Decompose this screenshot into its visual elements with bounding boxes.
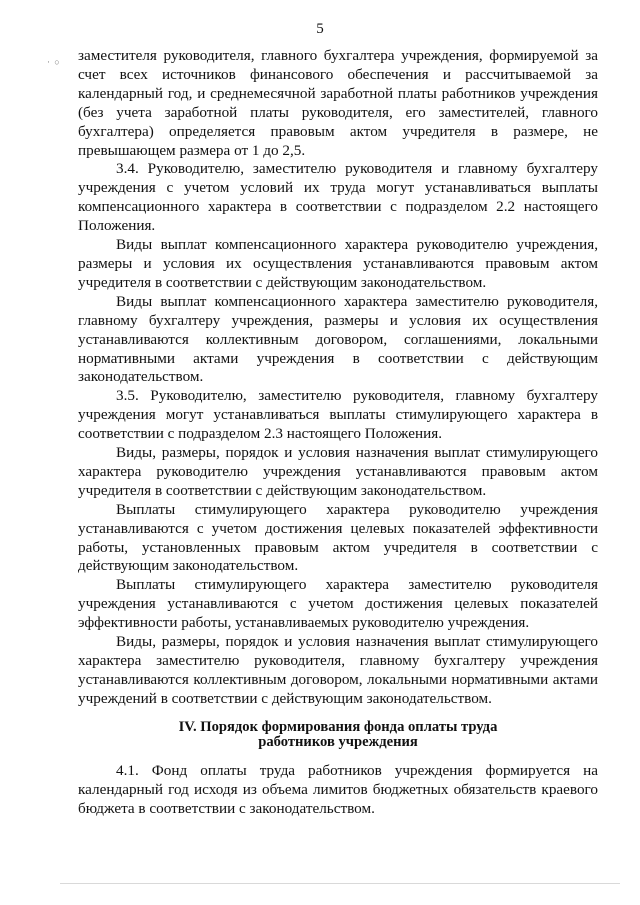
scan-bottom-edge <box>60 883 620 884</box>
paragraph-3-5: 3.5. Руководителю, заместителю руководителя, главному бухгалтеру учреждения могут устанавливаться выплаты стимулирующего характера в соответствии с подразделом 2.3 настоящего Положения. <box>78 387 598 443</box>
paragraph-4-1: 4.1. Фонд оплаты труда работников учреждения формируется на календарный год исходя из объема лимитов бюджетных обязательств краевого бюджета в соответствии с законодательством. <box>78 761 598 817</box>
paragraph-3-4: 3.4. Руководителю, заместителю руководителя и главному бухгалтеру учреждения с учетом условий их труда могут устанавливаться выплаты компенсационного характера в соответствии с подразделом 2.2 настоящего Положения. <box>78 160 598 235</box>
scan-artifact-mark: · ○ <box>47 57 61 67</box>
document-body <box>78 47 598 818</box>
paragraph-compensation-head: Виды выплат компенсационного характера руководителю учреждения, размеры и условия их осуществления устанавливаются правовым актом учредителя в соответствии с действующим законодательством. <box>78 236 598 291</box>
paragraph-stimulating-targets-head: Выплаты стимулирующего характера руководителю учреждения устанавливаются с учетом достижения целевых показателей эффективности работы, установленных правовым актом учредителя в соответствии с действующим законодательством. <box>78 500 598 575</box>
paragraph-stimulating-deputy-accountant: Виды, размеры, порядок и условия назначения выплат стимулирующего характера заместителю руководителя, главному бухгалтеру учреждения устанавливаются коллективным договором, локальными нормативными актами учреждений в соответствии с действующим законодательством. <box>78 633 598 707</box>
section-heading-line-2: работников учреждения <box>258 733 418 750</box>
paragraph-continuation: заместителя руководителя, главного бухгалтера учреждения, формируемой за счет всех источников финансового обеспечения и рассчитываемой за календарный год, и среднемесячной заработной платы работников учреждения (без учета заработной платы руководителя, его заместителей, главного бухгалтера) определяется правовым актом учредителя в размере, не превышающем размера от 1 до 2,5. <box>78 47 598 159</box>
paragraph-stimulating-targets-deputy: Выплаты стимулирующего характера заместителю руководителя учреждения устанавливаются с учетом достижения целевых показателей эффективности работы, устанавливаемых руководителю учреждения. <box>78 576 598 632</box>
section-heading <box>78 720 598 750</box>
paragraph-stimulating-head: Виды, размеры, порядок и условия назначения выплат стимулирующего характера руководителю учреждения устанавливаются правовым актом учредителя в соответствии с действующим законодательством. <box>78 444 598 499</box>
section-heading-line-1: IV. Порядок формирования фонда оплаты труда <box>178 718 498 735</box>
paragraph-compensation-deputy: Виды выплат компенсационного характера заместителю руководителя, главному бухгалтеру учреждения, размеры и условия их осуществления устанавливаются коллективным договором, соглашениями, локальными нормативными актами учреждения в соответствии с действующим законодательством. <box>78 292 598 386</box>
page-number: 5 <box>316 21 324 37</box>
